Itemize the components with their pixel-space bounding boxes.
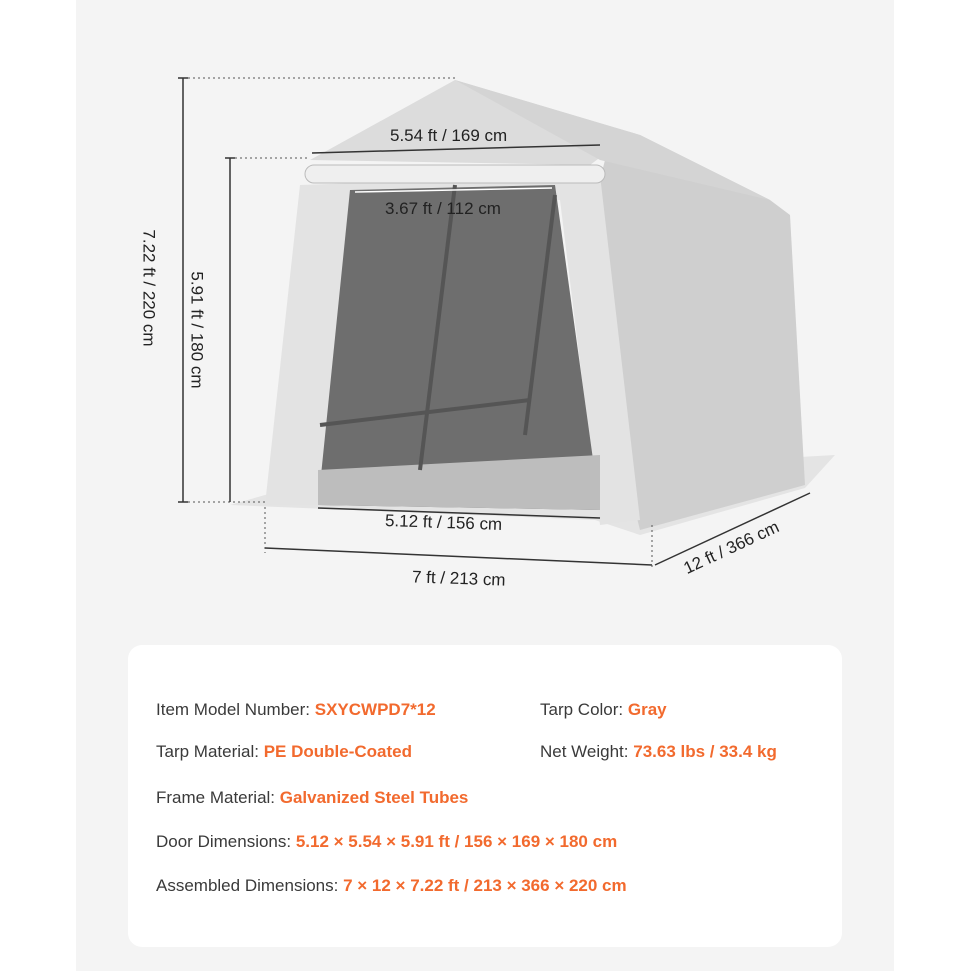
spec-assembled-value: 7 × 12 × 7.22 ft / 213 × 366 × 220 cm (343, 876, 627, 895)
spec-color (540, 700, 667, 720)
spec-card (128, 645, 842, 947)
total-length-label: 12 ft / 366 cm (680, 517, 782, 578)
spec-assembled-label: Assembled Dimensions: (156, 876, 344, 895)
spec-color-label: Tarp Color: (540, 700, 628, 719)
door-top-width-label: 3.67 ft / 112 cm (385, 199, 501, 218)
spec-weight-label: Net Weight: (540, 742, 634, 761)
spec-tarp-value: PE Double-Coated (263, 742, 412, 761)
spec-weight-value: 73.63 lbs / 33.4 kg (633, 742, 777, 761)
spec-frame-value: Galvanized Steel Tubes (279, 788, 469, 807)
spec-tarp-label: Tarp Material: (156, 742, 264, 761)
spec-model-label: Item Model Number: (156, 700, 315, 719)
spec-model-value: SXYCWPD7*12 (314, 700, 436, 719)
spec-door (156, 832, 617, 852)
total-height-label: 7.22 ft / 220 cm (139, 229, 159, 347)
spec-frame (156, 788, 468, 808)
door-bottom-width-label: 5.12 ft / 156 cm (384, 510, 503, 535)
door-height-label: 5.91 ft / 180 cm (187, 271, 207, 389)
spec-frame-label: Frame Material: (156, 788, 280, 807)
spec-door-value: 5.12 × 5.54 × 5.91 ft / 156 × 169 × 180 cm (295, 832, 618, 851)
total-width-label: 7 ft / 213 cm (411, 567, 506, 590)
roof-width-label: 5.54 ft / 169 cm (390, 126, 508, 145)
spec-model (156, 700, 436, 720)
spec-assembled (156, 876, 627, 896)
spec-door-label: Door Dimensions: (156, 832, 296, 851)
spec-weight (540, 742, 777, 762)
rolled-door (305, 165, 605, 183)
spec-tarp (156, 742, 412, 762)
spec-color-value: Gray (627, 700, 667, 719)
total-width-line (265, 548, 652, 565)
